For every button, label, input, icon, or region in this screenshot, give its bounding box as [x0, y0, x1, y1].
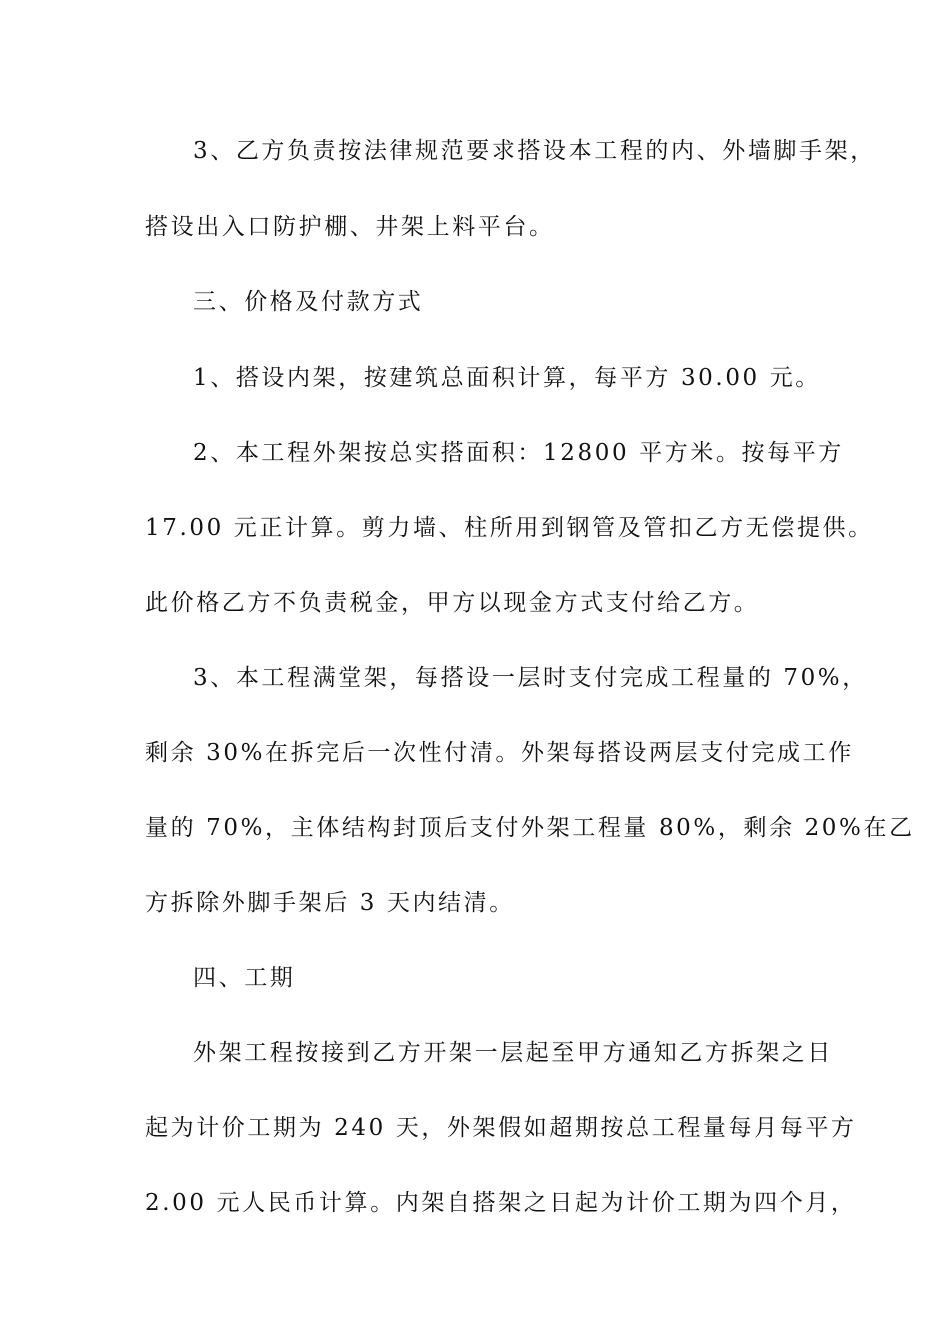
paragraph-line: 3、乙方负责按法律规范要求搭设本工程的内、外墙脚手架，	[193, 138, 876, 164]
section-heading: 三、价格及付款方式	[193, 289, 424, 315]
paragraph-line: 2、本工程外架按总实搭面积：12800 平方米。按每平方	[193, 440, 844, 466]
paragraph-line: 此价格乙方不负责税金，甲方以现金方式支付给乙方。	[145, 590, 760, 616]
paragraph-line: 方拆除外脚手架后 3 天内结清。	[145, 890, 515, 916]
paragraph-line: 搭设出入口防护棚、井架上料平台。	[145, 214, 555, 240]
paragraph-line: 3、本工程满堂架，每搭设一层时支付完成工程量的 70%，	[193, 665, 868, 691]
paragraph-line: 量的 70%，主体结构封顶后支付外架工程量 80%，剩余 20%在乙	[145, 815, 915, 841]
paragraph-line: 外架工程按接到乙方开架一层起至甲方通知乙方拆架之日	[193, 1040, 833, 1066]
paragraph-line: 2.00 元人民币计算。内架自搭架之日起为计价工期为四个月，	[145, 1190, 857, 1216]
paragraph-line: 1、搭设内架，按建筑总面积计算，每平方 30.00 元。	[193, 365, 821, 391]
paragraph-line: 起为计价工期为 240 天，外架假如超期按总工程量每月每平方	[145, 1115, 857, 1141]
section-heading: 四、工期	[193, 965, 296, 991]
paragraph-line: 剩余 30%在拆完后一次性付清。外架每搭设两层支付完成工作	[145, 740, 854, 766]
paragraph-line: 17.00 元正计算。剪力墙、柱所用到钢管及管扣乙方无偿提供。	[145, 515, 874, 541]
